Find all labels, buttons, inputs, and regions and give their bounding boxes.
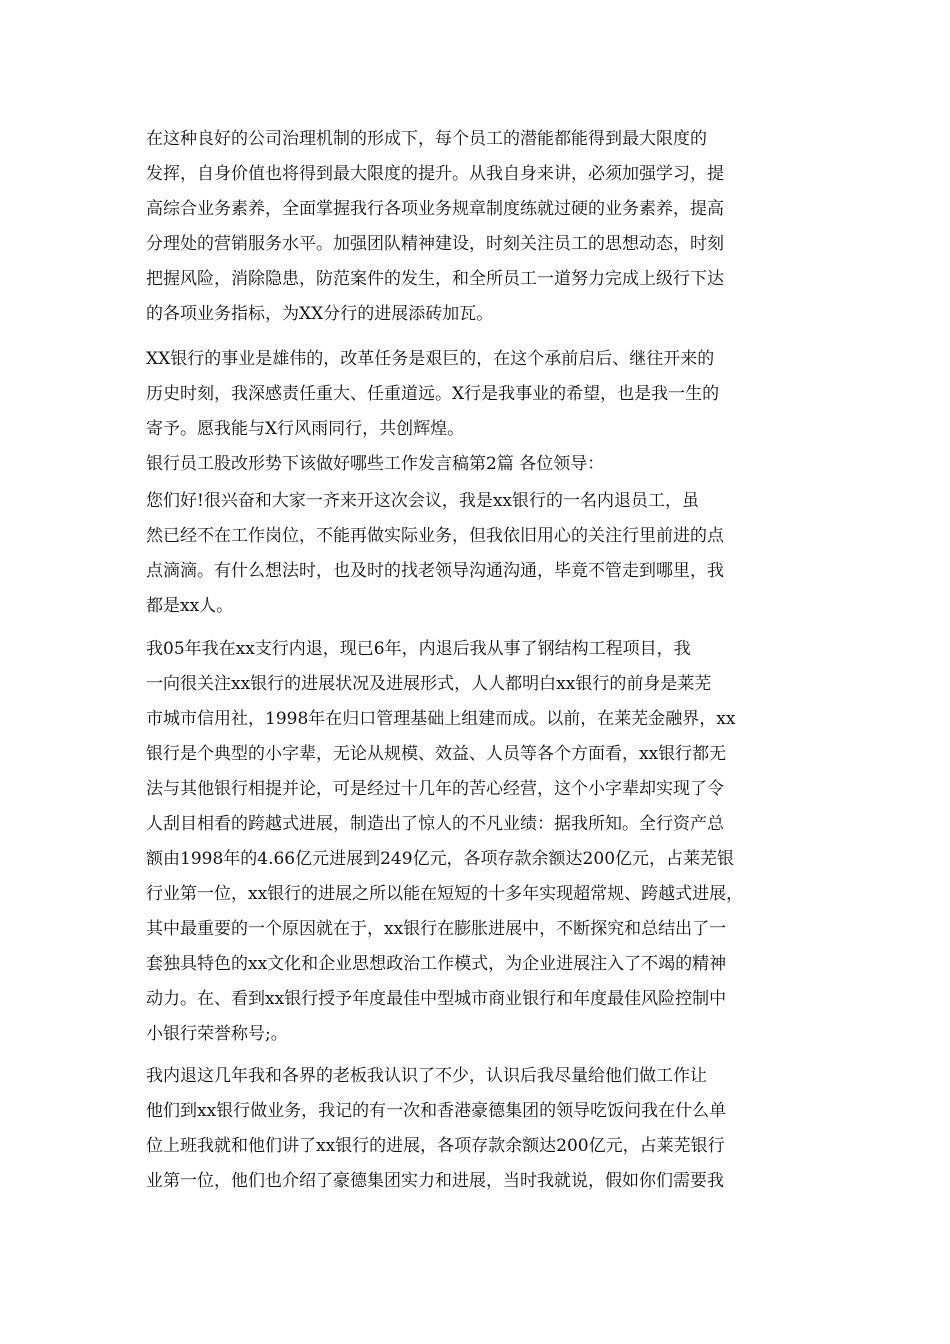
text-line: 在这种良好的公司治理机制的形成下，每个员工的潜能都能得到最大限度的 (146, 129, 707, 149)
text-line: 法与其他银行相提并论，可是经过十几年的苦心经营，这个小字辈却实现了令 (146, 779, 724, 799)
text-line: 高综合业务素养，全面掌握我行各项业务规章制度练就过硬的业务素养，提高 (146, 199, 724, 219)
text-line: 套独具特色的xx文化和企业思想政治工作模式，为企业进展注入了不竭的精神 (146, 954, 727, 974)
text-line: 其中最重要的一个原因就在于，xx银行在膨胀进展中，不断探究和总结出了一 (146, 919, 727, 939)
text-line: 点滴滴。有什么想法时，也及时的找老领导沟通沟通，毕竟不管走到哪里，我 (146, 561, 724, 581)
text-line: 他们到xx银行做业务，我记的有一次和香港豪德集团的领导吃饭问我在什么单 (146, 1101, 727, 1121)
text-line: 把握风险，消除隐患，防范案件的发生，和全所员工一道努力完成上级行下达 (146, 269, 724, 289)
text-line: 一向很关注xx银行的进展状况及进展形式，人人都明白xx银行的前身是莱芜 (146, 674, 712, 694)
text-line: 历史时刻，我深感责任重大、任重道远。X行是我事业的希望，也是我一生的 (146, 384, 720, 404)
text-line: 市城市信用社，1998年在归口管理基础上组建而成。以前，在莱芜金融界，xx (146, 709, 736, 729)
section-heading-line: 银行员工股改形势下该做好哪些工作发言稿第2篇 各位领导： (146, 454, 605, 474)
text-line: 行业第一位，xx银行的进展之所以能在短短的十多年实现超常规、跨越式进展， (146, 884, 744, 904)
text-line: 业第一位，他们也介绍了豪德集团实力和进展，当时我就说，假如你们需要我 (146, 1171, 724, 1191)
text-line: 人刮目相看的跨越式进展，制造出了惊人的不凡业绩：据我所知。全行资产总 (146, 814, 724, 834)
text-line: 银行是个典型的小字辈，无论从规模、效益、人员等各个方面看，xx银行都无 (146, 744, 727, 764)
text-line: 我内退这几年我和各界的老板我认识了不少，认识后我尽量给他们做工作让 (146, 1066, 707, 1086)
text-line: 动力。在、看到xx银行授予年度最佳中型城市商业银行和年度最佳风险控制中 (146, 989, 727, 1009)
text-line: 位上班我就和他们讲了xx银行的进展，各项存款余额达200亿元，占莱芜银行 (146, 1136, 725, 1156)
text-line: XX银行的事业是雄伟的，改革任务是艰巨的，在这个承前启后、继往开来的 (146, 349, 715, 369)
text-line: 您们好!很兴奋和大家一齐来开这次会议，我是xx银行的一名内退员工，虽 (146, 491, 700, 511)
text-line: 额由1998年的4.66亿元进展到249亿元，各项存款余额达200亿元，占莱芜银 (146, 849, 735, 869)
text-line: 都是xx人。 (146, 596, 234, 616)
text-line: 然已经不在工作岗位，不能再做实际业务，但我依旧用心的关注行里前进的点 (146, 526, 724, 546)
text-line: 小银行荣誉称号;。 (146, 1024, 288, 1044)
text-line: 的各项业务指标，为XX分行的进展添砖加瓦。 (146, 304, 494, 324)
text-line: 寄予。愿我能与X行风雨同行，共创辉煌。 (146, 419, 465, 439)
text-line: 发挥，自身价值也将得到最大限度的提升。从我自身来讲，必须加强学习，提 (146, 164, 724, 184)
text-line: 分理处的营销服务水平。加强团队精神建设，时刻关注员工的思想动态，时刻 (146, 234, 724, 254)
text-line: 我05年我在xx支行内退，现已6年，内退后我从事了钢结构工程项目，我 (146, 639, 691, 659)
